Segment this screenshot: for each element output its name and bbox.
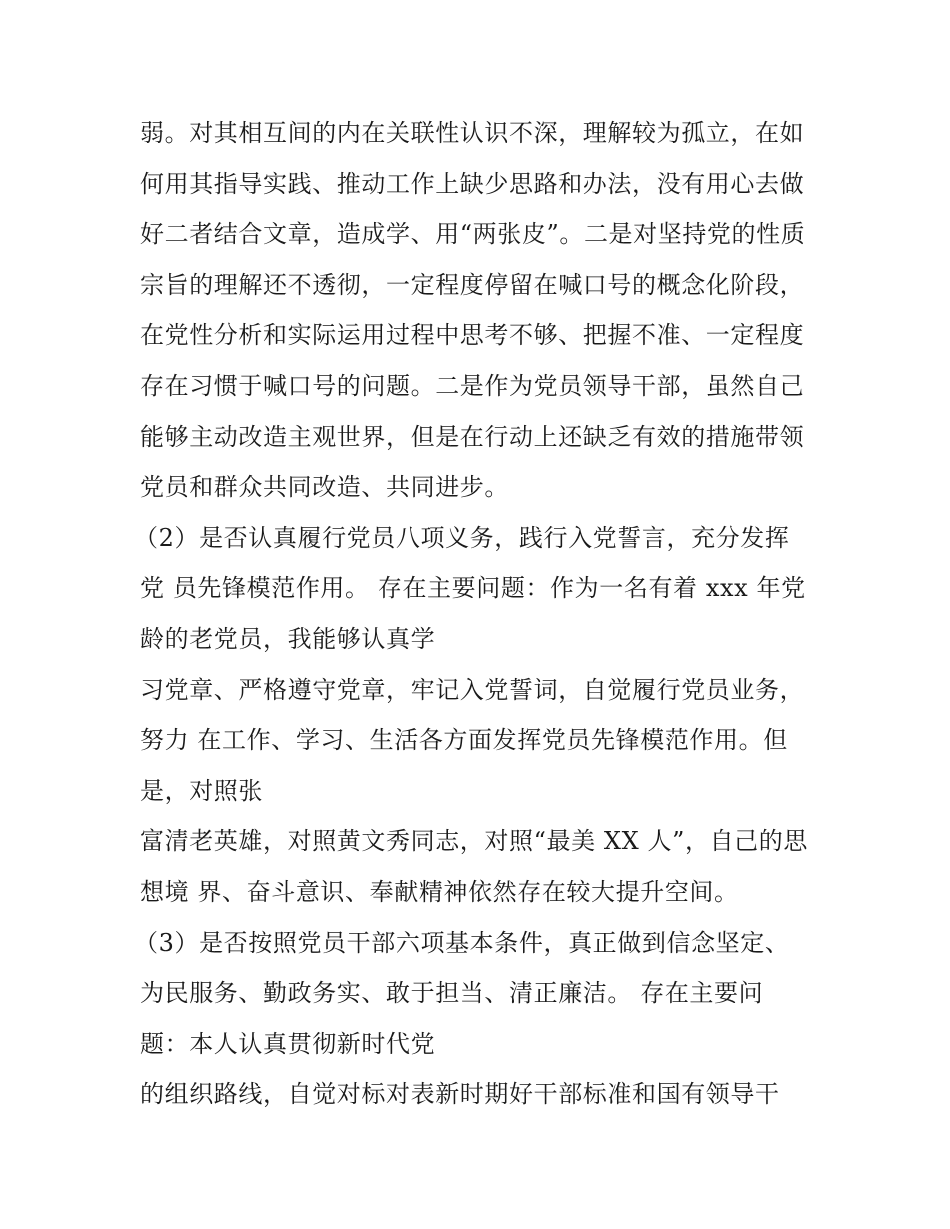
text-line: 党员和群众共同改造、共同进步。 bbox=[140, 473, 509, 502]
text-line: 想境 界、奋斗意识、奉献精神依然存在较大提升空间。 bbox=[140, 877, 739, 906]
text-line: 是，对照张 bbox=[140, 776, 263, 805]
text-line: 龄的老党员，我能够认真学 bbox=[140, 624, 436, 653]
section-heading-2: （2）是否认真履行党员八项义务，践行入党誓言，充分发挥 bbox=[134, 523, 790, 552]
text-line: 在党性分析和实际运用过程中思考不够、把握不准、一定程度 bbox=[140, 321, 805, 350]
text-line: 题：本人认真贯彻新时代党 bbox=[140, 1029, 436, 1058]
text-line: 的组织路线，自觉对标对表新时期好干部标准和国有领导干 bbox=[140, 1080, 780, 1109]
text-line: 努力 在工作、学习、生活各方面发挥党员先锋模范作用。但 bbox=[140, 726, 788, 755]
text-line: 为民服务、勤政务实、敢于担当、清正廉洁。 存在主要问 bbox=[140, 979, 764, 1008]
text-line: 宗旨的理解还不透彻，一定程度停留在喊口号的概念化阶段， bbox=[140, 270, 805, 299]
text-line: 能够主动改造主观世界，但是在行动上还缺乏有效的措施带领 bbox=[140, 422, 805, 451]
text-line: 存在习惯于喊口号的问题。二是作为党员领导干部，虽然自己 bbox=[140, 371, 805, 400]
text-line: 弱。对其相互间的内在关联性认识不深，理解较为孤立，在如 bbox=[140, 119, 805, 147]
body-text bbox=[134, 108, 840, 1120]
text-line: 富清老英雄，对照黄文秀同志，对照“最美 XX 人”，自己的思 bbox=[140, 827, 808, 856]
text-line: 好二者结合文章，造成学、用“两张皮”。二是对坚持党的性质 bbox=[140, 220, 806, 249]
text-line: 习党章、严格遵守党章，牢记入党誓词，自觉履行党员业务， bbox=[140, 675, 805, 704]
text-line: 党 员先锋模范作用。 存在主要问题：作为一名有着 xxx 年党 bbox=[140, 574, 806, 603]
section-heading-3: （3）是否按照党员干部六项基本条件，真正做到信念坚定、 bbox=[134, 928, 790, 957]
text-line: 何用其指导实践、推动工作上缺少思路和办法，没有用心去做 bbox=[140, 169, 805, 198]
